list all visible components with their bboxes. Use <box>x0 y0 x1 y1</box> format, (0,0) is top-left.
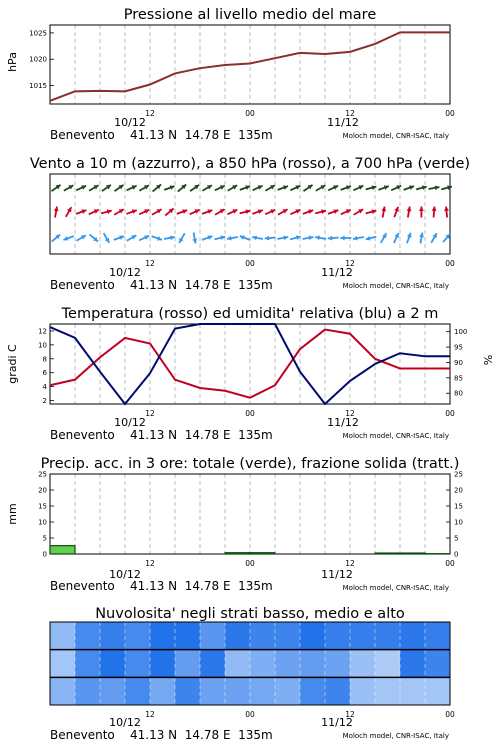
wind-850-arrow <box>407 207 412 218</box>
x-tick-label: 00 <box>445 259 455 268</box>
temp-ylabel: gradi C <box>6 344 19 384</box>
date-label-2: 11/12 <box>327 416 359 429</box>
wind-850-arrow <box>341 209 351 214</box>
arrow-head <box>265 236 270 241</box>
x-tick-label: 12 <box>145 259 155 268</box>
wind-10m-arrow <box>290 235 301 240</box>
pressure-title: Pressione al livello medio del mare <box>123 7 377 23</box>
wind-10m-arrow <box>152 236 162 241</box>
wind-850-arrow <box>303 209 313 214</box>
wind-700-arrow <box>89 185 99 191</box>
x-tick-label: 12 <box>345 409 355 418</box>
wind-850-arrow <box>139 209 149 214</box>
x-tick-label: 00 <box>245 710 255 719</box>
cloud-cell <box>375 622 401 650</box>
y-tick-label: 6 <box>42 369 47 378</box>
wind-700-arrow <box>303 185 312 191</box>
arrow-head <box>419 207 424 211</box>
cloud-cell <box>150 650 176 678</box>
cloud-cell <box>350 677 376 705</box>
wind-700-arrow <box>429 185 440 190</box>
x-tick-label: 00 <box>245 259 255 268</box>
wind-850-arrow <box>240 209 251 214</box>
y-tick-label: 4 <box>42 383 47 392</box>
cloud-cell <box>125 650 151 678</box>
y-tick-label: 10 <box>454 518 463 527</box>
wind-850-arrow <box>444 207 449 218</box>
precip-panel <box>38 471 463 569</box>
pressure-footer <box>50 116 449 142</box>
cloud-cell <box>175 650 201 678</box>
wind-700-arrow <box>353 185 363 190</box>
cloud-footer <box>50 716 449 742</box>
date-label-2: 11/12 <box>321 568 353 581</box>
wind-700-arrow <box>51 185 60 191</box>
wind-10m-arrow <box>394 233 399 243</box>
cloud-cell <box>400 650 426 678</box>
wind-10m-arrow <box>164 235 175 240</box>
wind-10m-arrow <box>104 233 110 243</box>
wind-850-arrow <box>394 207 399 217</box>
cloud-cell <box>225 677 251 705</box>
y-tick-label: 15 <box>454 502 463 511</box>
cloud-cell <box>225 650 251 678</box>
y-tick-label: 10 <box>38 518 47 527</box>
cloud-cell <box>175 622 201 650</box>
wind-10m-arrow <box>407 233 412 243</box>
cloud-cell <box>375 677 401 705</box>
wind-850-arrow <box>152 209 162 215</box>
date-label-2: 11/12 <box>327 116 359 129</box>
wind-850-arrow <box>177 209 187 214</box>
wind-10m-arrow <box>227 236 238 241</box>
y-tick-label: 2 <box>42 397 47 406</box>
x-tick-label: 12 <box>345 259 355 268</box>
cloud-cell <box>275 677 301 705</box>
wind-850-arrow <box>101 209 112 214</box>
x-tick-label: 12 <box>145 109 155 118</box>
wind-10m-arrow <box>443 234 450 242</box>
cloud-cell <box>275 650 301 678</box>
wind-title: Vento a 10 m (azzurro), a 850 hPa (rosso), a 700 hPa (verde) <box>29 156 471 172</box>
wind-panel <box>50 174 455 268</box>
x-tick-label: 12 <box>345 109 355 118</box>
y-tick-label: 100 <box>454 328 468 337</box>
cloud-cell <box>200 650 226 678</box>
wind-10m-arrow <box>76 235 86 241</box>
model-label: Moloch model, CNR-ISAC, Italy <box>342 432 449 440</box>
cloud-cell <box>325 650 351 678</box>
cloud-cell <box>125 677 151 705</box>
wind-700-arrow <box>265 185 275 191</box>
wind-10m-arrow <box>328 236 339 241</box>
cloud-cell <box>275 622 301 650</box>
y-tick-label: 85 <box>454 374 463 383</box>
wind-10m-arrow <box>265 236 276 241</box>
wind-700-arrow <box>139 185 149 191</box>
y-tick-label: 10 <box>38 341 47 350</box>
wind-10m-arrow <box>192 233 197 244</box>
location-label: Benevento 41.13 N 14.78 E 135m <box>50 728 273 742</box>
y-tick-label: 12 <box>38 327 47 336</box>
location-label: Benevento 41.13 N 14.78 E 135m <box>50 278 273 292</box>
wind-700-arrow <box>404 185 414 190</box>
wind-850-arrow <box>89 209 99 214</box>
y-tick-label: 90 <box>454 358 463 367</box>
cloud-cell <box>100 677 126 705</box>
wind-700-arrow <box>153 184 161 191</box>
wind-850-arrow <box>432 207 437 218</box>
y-tick-label: 5 <box>42 534 47 543</box>
y-tick-label: 15 <box>38 502 47 511</box>
wind-850-arrow <box>76 209 86 214</box>
wind-700-arrow <box>190 185 199 191</box>
wind-700-arrow <box>290 185 300 190</box>
cloud-cell <box>100 650 126 678</box>
wind-850-arrow <box>190 209 200 214</box>
date-label-1: 10/12 <box>109 266 141 279</box>
cloud-cell <box>200 677 226 705</box>
wind-700-arrow <box>253 185 263 190</box>
wind-850-arrow <box>328 209 338 214</box>
precip-bar <box>50 546 75 554</box>
wind-footer <box>50 266 449 292</box>
wind-700-arrow <box>316 185 326 191</box>
y-tick-label: 0 <box>454 550 459 559</box>
wind-10m-arrow <box>179 233 185 243</box>
cloud-cell <box>250 650 276 678</box>
precip-bar <box>250 553 275 554</box>
wind-850-arrow <box>252 209 262 214</box>
temp-title: Temperatura (rosso) ed umidita' relativa (blu) a 2 m <box>61 306 439 322</box>
date-label-1: 10/12 <box>114 116 146 129</box>
wind-10m-arrow <box>315 235 326 240</box>
y-tick-label: 1015 <box>29 82 47 91</box>
wind-10m-arrow <box>303 235 314 240</box>
cloud-cell <box>425 677 451 705</box>
temp-panel <box>38 324 467 418</box>
cloud-cell <box>300 622 326 650</box>
cloud-cell <box>125 622 151 650</box>
cloud-cell <box>75 650 101 678</box>
location-label: Benevento 41.13 N 14.78 E 135m <box>50 428 273 442</box>
location-label: Benevento 41.13 N 14.78 E 135m <box>50 128 273 142</box>
x-tick-label: 00 <box>445 559 455 568</box>
y-tick-label: 20 <box>38 486 47 495</box>
cloud-cell <box>200 622 226 650</box>
precip-title: Precip. acc. in 3 ore: totale (verde), frazione solida (tratt.) <box>40 456 460 472</box>
wind-10m-arrow <box>419 233 424 244</box>
wind-700-arrow <box>114 185 123 191</box>
x-tick-label: 12 <box>145 559 155 568</box>
x-tick-label: 12 <box>345 710 355 719</box>
model-label: Moloch model, CNR-ISAC, Italy <box>342 584 449 592</box>
pressure-ylabel: hPa <box>6 52 19 72</box>
wind-10m-arrow <box>353 236 364 241</box>
cloud-cell <box>150 622 176 650</box>
x-tick-label: 00 <box>245 109 255 118</box>
temp-footer <box>50 416 449 442</box>
x-tick-label: 00 <box>445 710 455 719</box>
wind-700-arrow <box>64 185 74 191</box>
cloud-cell <box>425 622 451 650</box>
x-tick-label: 12 <box>145 710 155 719</box>
cloud-cell <box>250 677 276 705</box>
wind-700-arrow <box>127 185 137 190</box>
wind-850-arrow <box>290 209 300 214</box>
x-tick-label: 00 <box>445 409 455 418</box>
cloud-cell <box>250 622 276 650</box>
date-label-1: 10/12 <box>109 568 141 581</box>
model-label: Moloch model, CNR-ISAC, Italy <box>342 282 449 290</box>
arrow-head <box>328 236 333 241</box>
y-tick-label: 8 <box>42 355 47 364</box>
y-tick-label: 0 <box>42 550 47 559</box>
wind-10m-arrow <box>52 234 60 241</box>
wind-700-arrow <box>228 185 238 191</box>
cloud-cell <box>100 622 126 650</box>
wind-850-arrow <box>66 207 72 217</box>
wind-850-arrow <box>215 209 225 215</box>
cloud-cell <box>50 677 76 705</box>
cloud-cell <box>75 677 101 705</box>
cloud-cell <box>75 622 101 650</box>
x-tick-label: 12 <box>345 559 355 568</box>
x-tick-label: 00 <box>245 559 255 568</box>
wind-10m-arrow <box>114 235 124 240</box>
wind-700-arrow <box>341 185 351 190</box>
y-tick-label: 95 <box>454 343 463 352</box>
cloud-cell <box>350 650 376 678</box>
y-tick-label: 25 <box>38 470 47 479</box>
wind-700-arrow <box>102 185 111 191</box>
wind-10m-arrow <box>63 236 73 241</box>
wind-10m-arrow <box>214 235 225 240</box>
precip-bar <box>225 553 250 554</box>
wind-10m-arrow <box>139 235 149 240</box>
cloud-cell <box>50 622 76 650</box>
date-label-2: 11/12 <box>321 266 353 279</box>
date-label-2: 11/12 <box>321 716 353 729</box>
wind-10m-arrow <box>277 235 288 240</box>
wind-700-arrow <box>202 185 212 191</box>
y-tick-label: 1020 <box>29 55 47 64</box>
wind-850-arrow <box>114 209 124 215</box>
model-label: Moloch model, CNR-ISAC, Italy <box>342 732 449 740</box>
date-label-1: 10/12 <box>114 416 146 429</box>
y-tick-label: 5 <box>454 534 459 543</box>
wind-850-arrow <box>54 207 59 218</box>
wind-700-arrow <box>240 185 250 190</box>
cloud-cell <box>325 622 351 650</box>
cloud-cell <box>325 677 351 705</box>
arrow-head <box>340 236 344 241</box>
precip-bar <box>375 553 400 554</box>
date-label-1: 10/12 <box>109 716 141 729</box>
wind-850-arrow <box>265 209 275 214</box>
precip-footer <box>50 568 449 593</box>
y-tick-label: 80 <box>454 389 463 398</box>
y-tick-label: 25 <box>454 470 463 479</box>
wind-10m-arrow <box>202 235 212 240</box>
cloud-panel <box>50 622 455 719</box>
wind-700-arrow <box>178 184 186 191</box>
humidity-ylabel: % <box>482 354 495 366</box>
x-tick-label: 00 <box>245 409 255 418</box>
wind-850-arrow <box>165 208 173 215</box>
cloud-cell <box>50 650 76 678</box>
wind-10m-arrow <box>90 234 98 241</box>
wind-10m-arrow <box>240 235 250 240</box>
wind-850-arrow <box>126 209 136 214</box>
wind-10m-arrow <box>252 235 263 240</box>
wind-850-arrow <box>202 209 212 214</box>
wind-700-arrow <box>328 185 338 190</box>
cloud-cell <box>300 677 326 705</box>
x-tick-label: 00 <box>445 109 455 118</box>
y-tick-label: 1025 <box>29 29 47 38</box>
wind-850-arrow <box>278 209 288 215</box>
cloud-cell <box>300 650 326 678</box>
wind-700-arrow <box>215 185 225 190</box>
precip-bar <box>400 553 425 554</box>
wind-850-arrow <box>227 209 237 214</box>
cloud-cell <box>425 650 451 678</box>
wind-10m-arrow <box>381 233 387 243</box>
x-tick-label: 12 <box>145 409 155 418</box>
wind-700-arrow <box>76 185 86 190</box>
wind-850-arrow <box>381 207 386 218</box>
location-label: Benevento 41.13 N 14.78 E 135m <box>50 579 273 593</box>
wind-850-arrow <box>315 209 326 214</box>
wind-850-arrow <box>419 207 424 218</box>
cloud-cell <box>400 622 426 650</box>
cloud-cell <box>400 677 426 705</box>
cloud-title: Nuvolosita' negli strati basso, medio e alto <box>95 606 405 622</box>
wind-700-arrow <box>164 185 174 190</box>
cloud-cell <box>350 622 376 650</box>
plot-frame <box>50 474 450 554</box>
model-label: Moloch model, CNR-ISAC, Italy <box>342 132 449 140</box>
cloud-cell <box>150 677 176 705</box>
wind-10m-arrow <box>127 235 137 241</box>
cloud-cell <box>375 650 401 678</box>
y-tick-label: 20 <box>454 486 463 495</box>
wind-850-arrow <box>366 209 377 214</box>
pressure-panel <box>29 25 455 118</box>
wind-10m-arrow <box>431 233 437 243</box>
wind-700-arrow <box>278 185 288 190</box>
wind-850-arrow <box>354 209 364 215</box>
precip-ylabel: mm <box>6 503 19 525</box>
cloud-cell <box>175 677 201 705</box>
cloud-cell <box>225 622 251 650</box>
arrow-head <box>444 207 449 212</box>
wind-700-arrow <box>378 185 388 190</box>
arrow-head <box>432 207 437 212</box>
